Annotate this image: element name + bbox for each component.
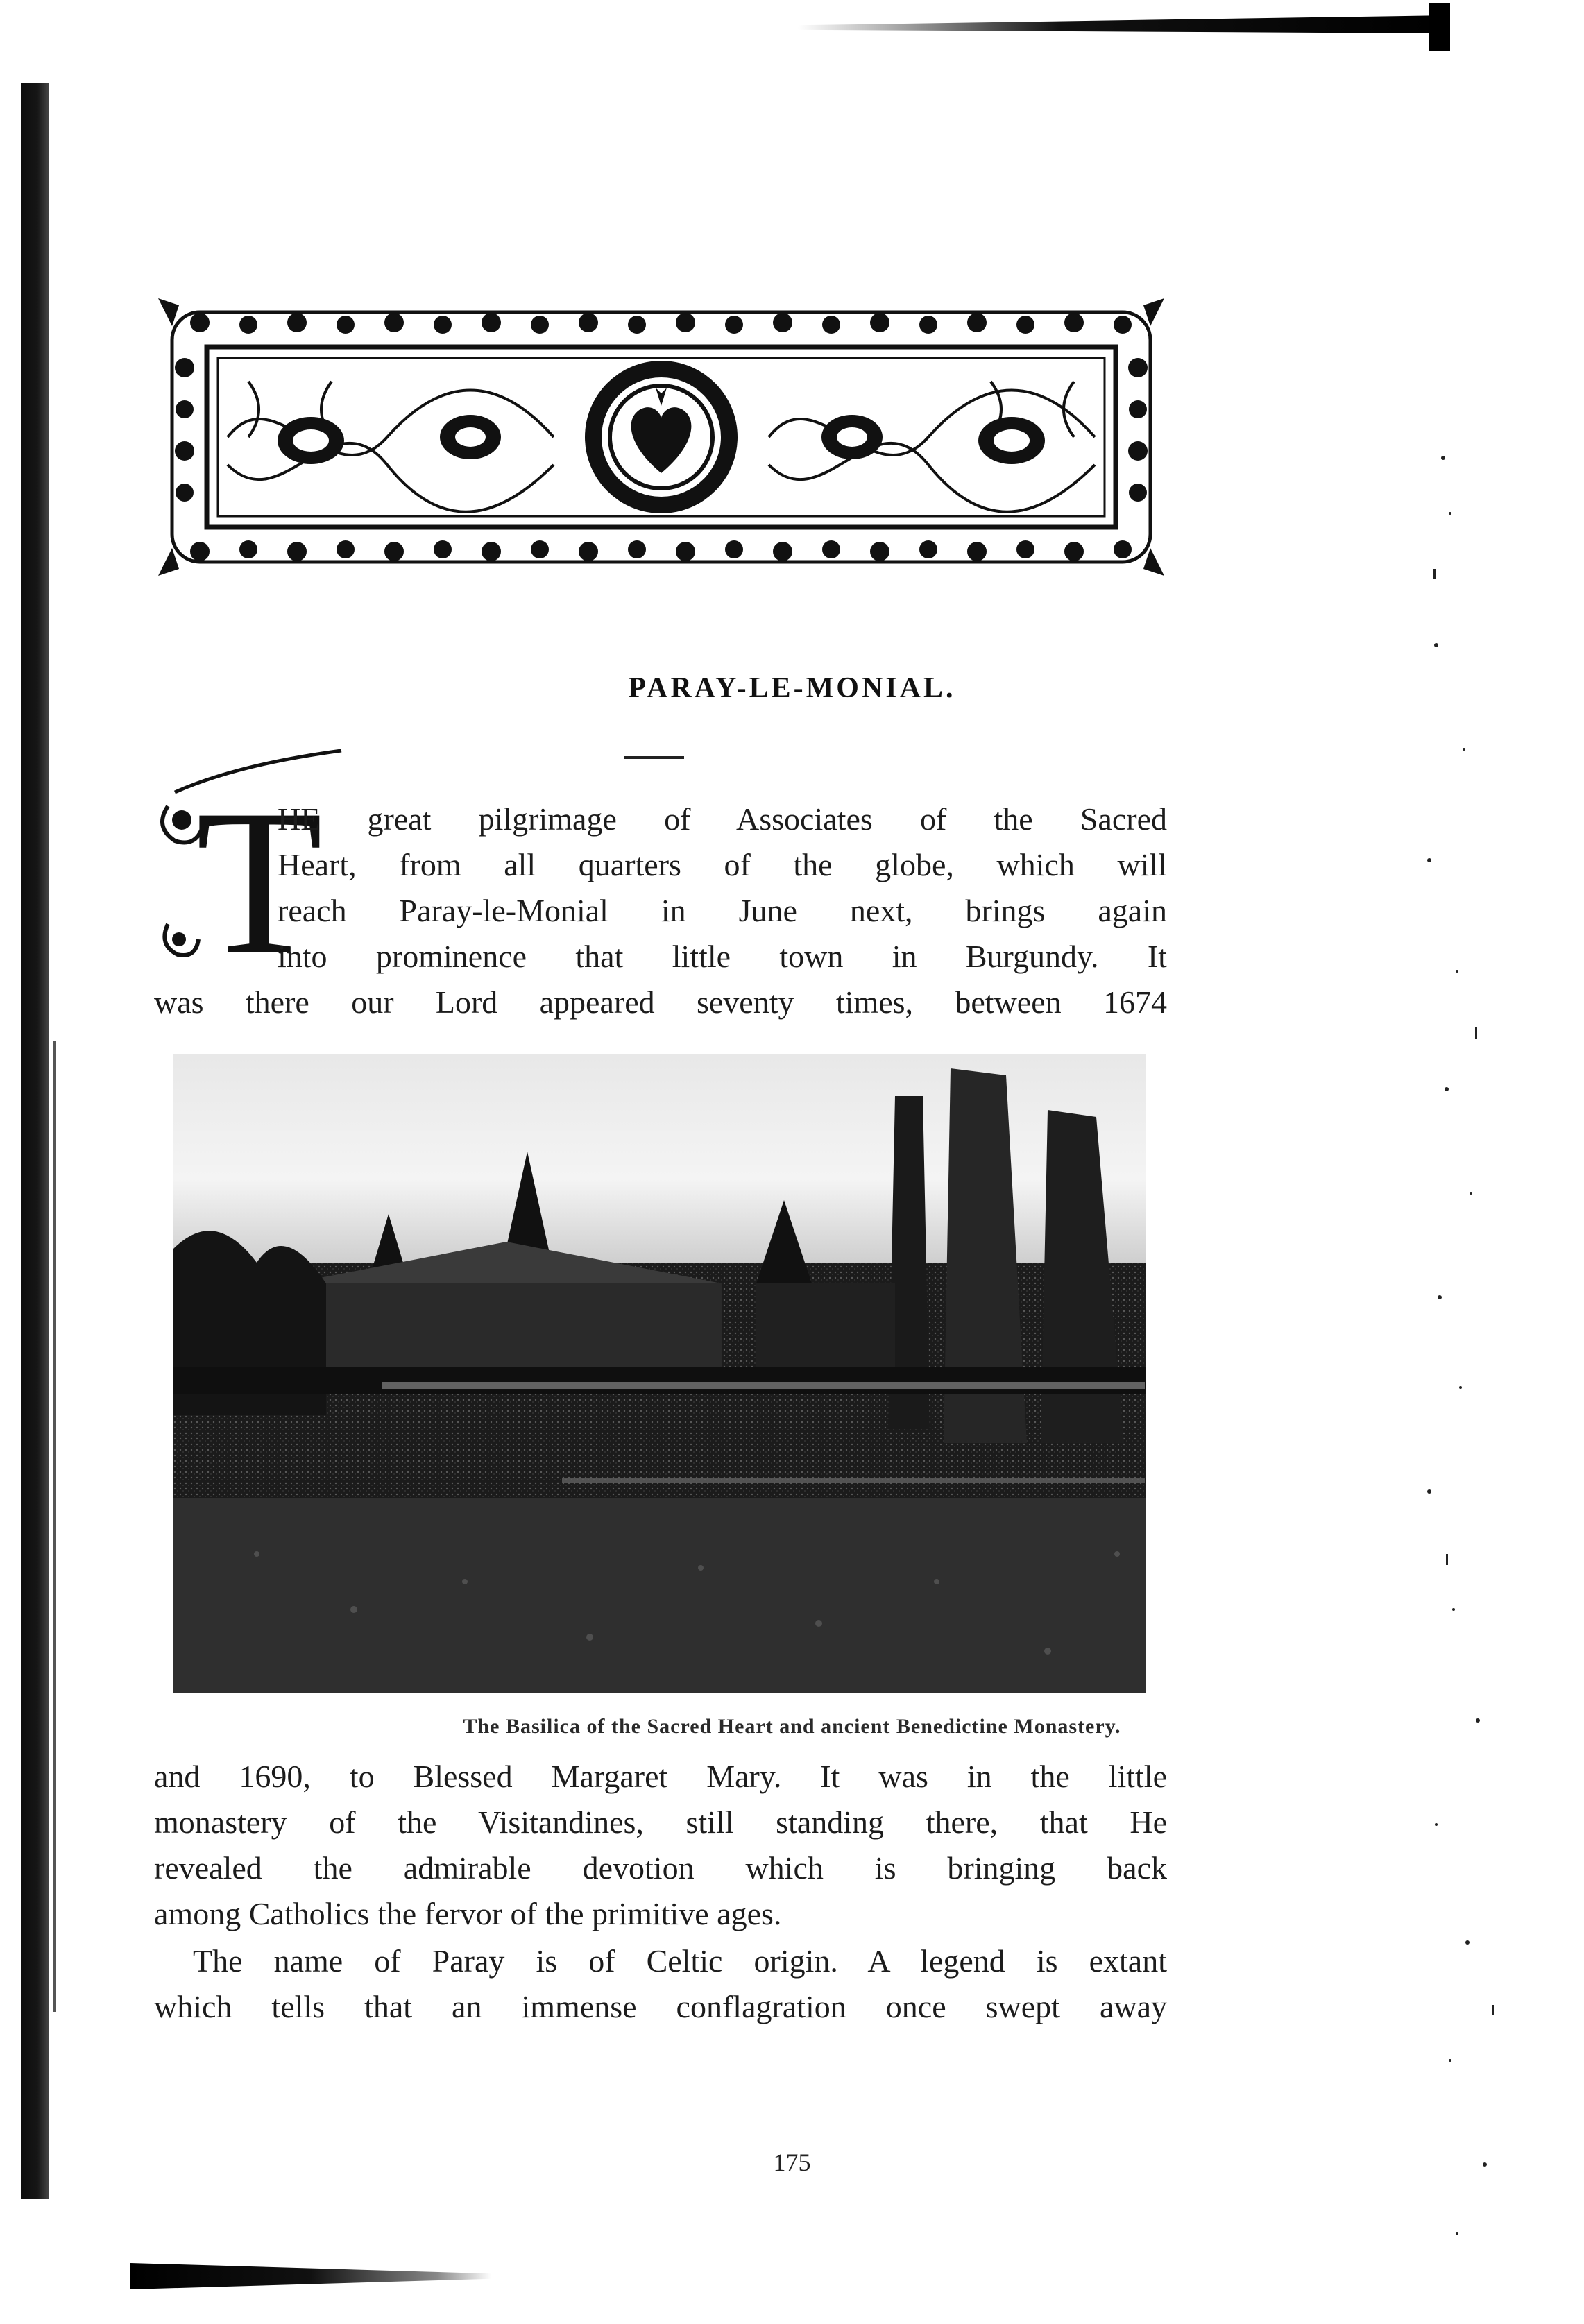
text-line: HE great pilgrimage of Associates of the Sacred bbox=[278, 801, 1167, 837]
photo-caption: The Basilica of the Sacred Heart and ancient Benedictine Monastery. bbox=[463, 1715, 1121, 1738]
text-line: Heart, from all quarters of the globe, which will bbox=[278, 847, 1167, 882]
scan-edge-line bbox=[53, 1041, 56, 2012]
opening-paragraph bbox=[278, 796, 1167, 980]
text-line: into prominence that little town in Burgundy. It bbox=[278, 939, 1167, 974]
text-line: reach Paray-le-Monial in June next, brings again bbox=[278, 893, 1167, 928]
continuation-paragraph bbox=[154, 1754, 1167, 1937]
floral-headpiece-icon bbox=[151, 291, 1171, 583]
text-line: which tells that an immense conflagration once swept away bbox=[154, 1989, 1167, 2024]
scan-bottom-rule bbox=[130, 2263, 491, 2289]
title-divider bbox=[624, 756, 684, 759]
text-line: The name of Paray is of Celtic origin. A legend is extant bbox=[193, 1943, 1167, 1979]
scan-top-mark bbox=[1429, 3, 1450, 51]
chapter-title: PARAY-LE-MONIAL. bbox=[628, 672, 956, 704]
text-line: was there our Lord appeared seventy times, between 1674 bbox=[154, 984, 1167, 1020]
basilica-photograph bbox=[173, 1054, 1146, 1693]
text-line: and 1690, to Blessed Margaret Mary. It was in the little bbox=[154, 1759, 1167, 1794]
page-number: 175 bbox=[773, 2148, 811, 2176]
scan-top-rule bbox=[798, 15, 1450, 33]
text-line: revealed the admirable devotion which is bringing back bbox=[154, 1850, 1167, 1886]
opening-paragraph-cont bbox=[154, 980, 1167, 1025]
scan-edge-shadow bbox=[21, 83, 49, 2199]
text-line: among Catholics the fervor of the primitive ages. bbox=[154, 1896, 782, 1931]
scan-speckle bbox=[1388, 430, 1526, 2269]
text-line: monastery of the Visitandines, still standing there, that He bbox=[154, 1804, 1167, 1840]
next-paragraph bbox=[154, 1938, 1167, 2030]
drop-cap-letter: T bbox=[196, 767, 323, 997]
